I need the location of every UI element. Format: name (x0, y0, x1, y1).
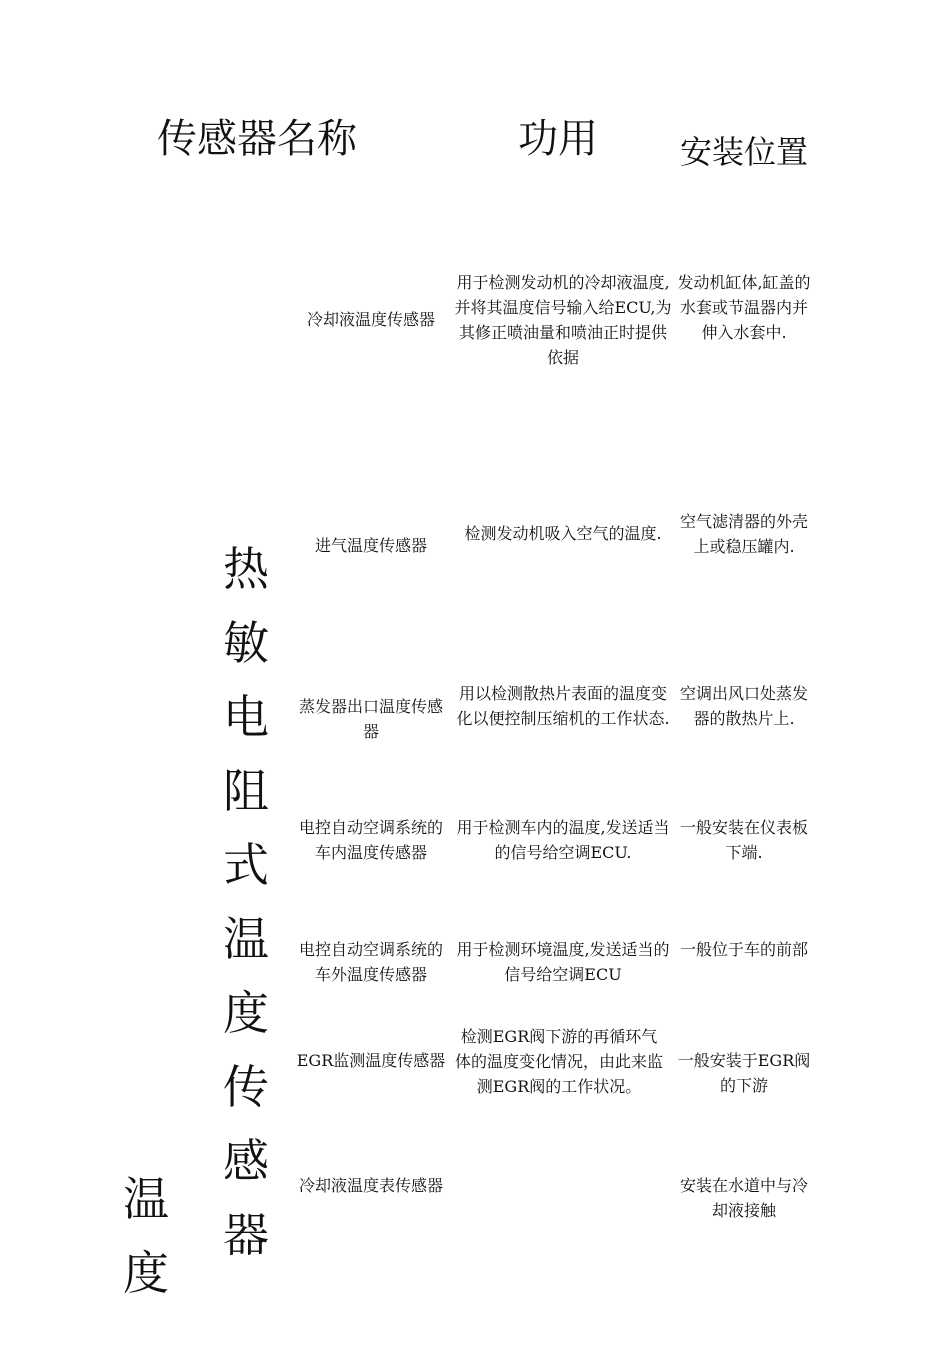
category-char: 阻 (223, 764, 269, 818)
row6-function: 检测EGR阀下游的再循环气体的温度变化情况，由此来监测EGR阀的工作状况。 (454, 1027, 663, 1096)
row5-location: 一般位于车的前部 (679, 940, 808, 959)
header-function: 功用 (518, 116, 598, 162)
row4-sensor-name: 电控自动空调系统的车内温度传感器 (298, 818, 443, 862)
row2-function: 检测发动机吸入空气的温度. (464, 524, 662, 543)
outer-char: 温 (123, 1172, 169, 1226)
row4-location: 一般安装在仪表板下端. (679, 818, 808, 862)
row6-location: 一般安装于EGR阀的下游 (677, 1051, 811, 1095)
category-char: 温 (223, 912, 269, 966)
category-char: 感 (223, 1134, 269, 1188)
row7-sensor-name: 冷却液温度表传感器 (298, 1176, 443, 1195)
category-vertical-label (216, 532, 276, 1272)
row2-location: 空气滤清器的外壳上或稳压罐内. (679, 512, 808, 556)
row6-sensor-name: EGR监测温度传感器 (296, 1051, 446, 1070)
row3-sensor-name: 蒸发器出口温度传感器 (298, 697, 443, 741)
category-char: 热 (223, 542, 269, 596)
outer-vertical-label (116, 1162, 176, 1310)
row2-sensor-name: 进气温度传感器 (314, 536, 427, 555)
row5-function: 用于检测环境温度,发送适当的信号给空调ECU (456, 940, 670, 984)
row3-function: 用以检测散热片表面的温度变化以便控制压缩机的工作状态. (456, 684, 670, 728)
row3-location: 空调出风口处蒸发器的散热片上. (679, 684, 808, 728)
category-char: 式 (223, 838, 269, 892)
header-install-location: 安装位置 (680, 133, 809, 171)
outer-char: 度 (123, 1246, 169, 1300)
category-char: 度 (223, 986, 269, 1040)
category-char: 电 (223, 690, 269, 744)
category-char: 敏 (223, 616, 269, 670)
row1-sensor-name: 冷却液温度传感器 (306, 310, 435, 329)
row1-function: 用于检测发动机的冷却液温度,并将其温度信号输入给ECU,为其修正喷油量和喷油正时提供依据 (454, 273, 672, 367)
row5-sensor-name: 电控自动空调系统的车外温度传感器 (298, 940, 443, 984)
category-char: 器 (223, 1208, 269, 1262)
row4-function: 用于检测车内的温度,发送适当的信号给空调ECU. (456, 818, 670, 862)
row7-location: 安装在水道中与冷却液接触 (679, 1176, 808, 1220)
header-sensor-name: 传感器名称 (157, 116, 357, 162)
category-char: 传 (223, 1060, 269, 1114)
row1-location: 发动机缸体,缸盖的水套或节温器内并伸入水套中. (677, 273, 811, 342)
